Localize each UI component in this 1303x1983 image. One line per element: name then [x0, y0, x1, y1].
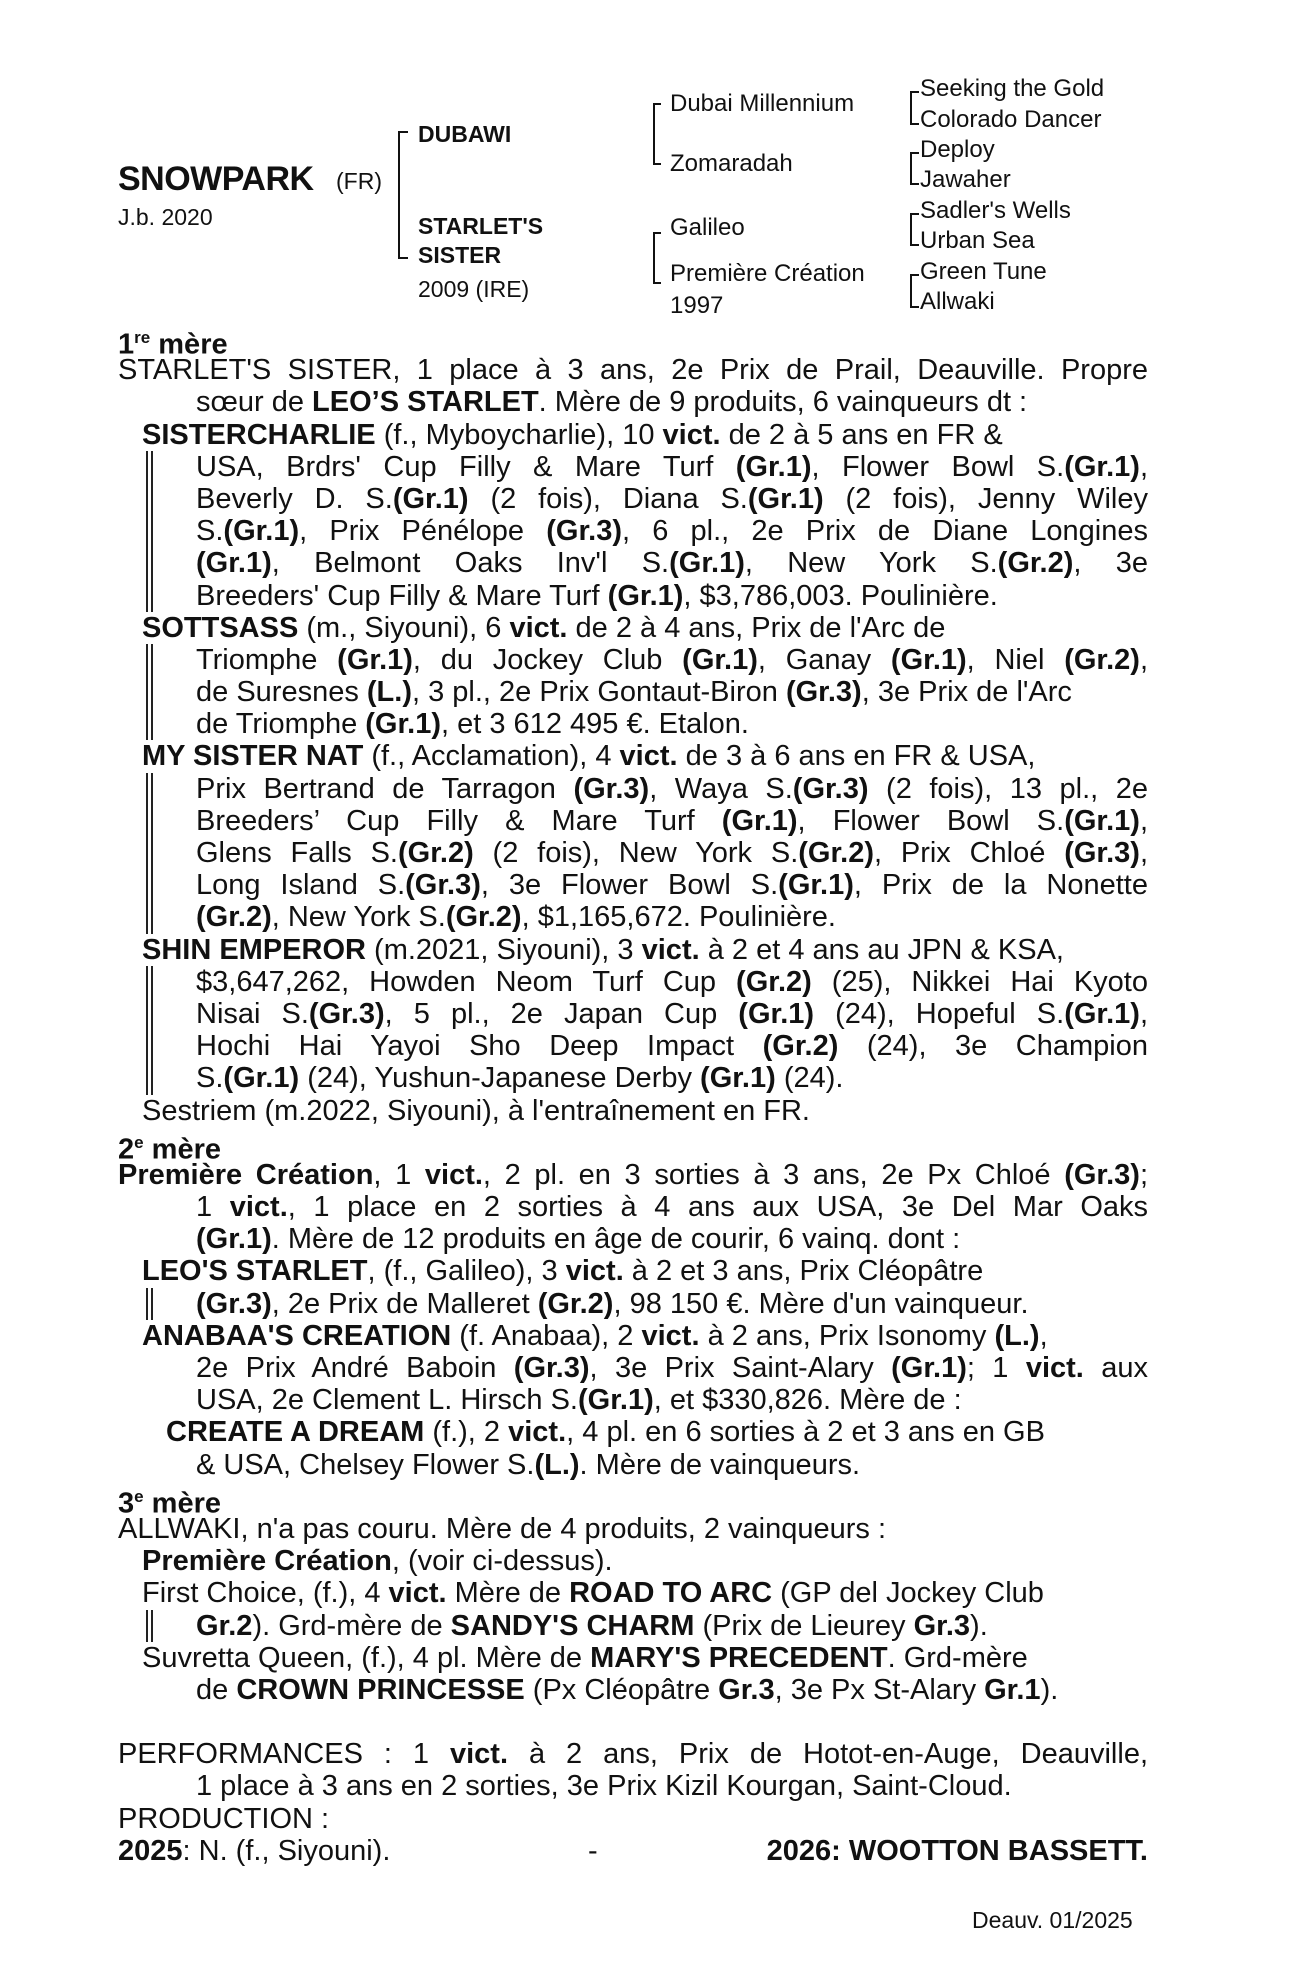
horse-name: SNOWPARK	[118, 160, 314, 198]
performances: PERFORMANCES : 1 vict. à 2 ans, Prix de Hotot-en-Auge, Deauville,	[118, 1738, 1148, 1771]
produce-sestriem: Sestriem (m.2022, Siyouni), à l'entraînement en FR.	[142, 1094, 810, 1127]
spacer	[118, 1706, 1148, 1738]
horse-birth: J.b. 2020	[118, 204, 213, 230]
sire-dam-bracket	[398, 131, 408, 259]
produce-suvretta-queen: Suvretta Queen, (f.), 4 pl. Mère de MARY'S PRECEDENT. Grd-mère	[142, 1641, 1028, 1674]
produce-anabaas-creation-3: USA, 2e Clement L. Hirsch S.(Gr.1), et $330,826. Mère de :	[196, 1384, 962, 1417]
gen3-ddd: Allwaki	[920, 288, 995, 315]
section-heading-1st-dam: 1re mère	[118, 328, 228, 361]
production-row	[118, 1835, 1148, 1867]
produce-shin-emperor-detail: $3,647,262, Howden Neom Turf Cup (Gr.2) (25), Nikkei Hai Kyoto Nisai S.(Gr.3), 5 pl., 2e Japan Cup (Gr.1) (24), Hopeful S.(Gr.1), Hochi Hai Yayoi Sho Deep Impact (Gr.2) (24), 3e Champion S.(Gr.1) (24), Yushun-Japanese Derby (Gr.1) (24).	[118, 966, 1148, 1095]
production-dash: -	[588, 1834, 598, 1867]
gen3-dsd: Urban Sea	[920, 227, 1035, 254]
production-heading: PRODUCTION :	[118, 1802, 330, 1835]
produce-anabaas-creation-2: 2e Prix André Baboin (Gr.3), 3e Prix Saint-Alary (Gr.1); 1 vict. aux	[196, 1352, 1148, 1384]
catalogue-body	[118, 322, 1148, 1867]
dam-name-line2: SISTER	[418, 242, 502, 268]
produce-my-sister-nat: MY SISTER NAT (f., Acclamation), 4 vict. de 3 à 6 ans en FR & USA,	[142, 740, 1036, 773]
catalogue-reference: Deauv. 01/2025	[972, 1907, 1133, 1933]
dam-summary: STARLET'S SISTER, 1 place à 3 ans, 2e Prix de Prail, Deauville. Propre	[118, 354, 1148, 387]
produce-create-a-dream: CREATE A DREAM (f.), 2 vict., 4 pl. en 6 sorties à 2 et 3 ans en GB	[166, 1416, 1045, 1449]
sire-dam: Zomaradah	[670, 150, 793, 177]
production-2026: 2026: WOOTTON BASSETT.	[766, 1834, 1148, 1867]
sire-sire: Dubai Millennium	[670, 90, 855, 117]
second-dam-summary-2: 1 vict., 1 place en 2 sorties à 4 ans aux USA, 3e Del Mar Oaks	[196, 1191, 1148, 1224]
gen3-bracket-3	[910, 213, 919, 246]
dam-dam: Première Création	[670, 260, 865, 287]
third-dam-summary: ALLWAKI, n'a pas couru. Mère de 4 produits, 2 vainqueurs :	[118, 1512, 887, 1545]
sire-name: DUBAWI	[418, 121, 512, 147]
dam-summary-cont: sœur de LEO’S STARLET. Mère de 9 produits, 6 vainqueurs dt :	[196, 386, 1028, 419]
gen3-dds: Green Tune	[920, 258, 1047, 285]
produce-sistercharlie: SISTERCHARLIE (f., Myboycharlie), 10 vict. de 2 à 5 ans en FR &	[142, 418, 1003, 451]
produce-shin-emperor: SHIN EMPEROR (m.2021, Siyouni), 3 vict. à 2 et 4 ans au JPN & KSA,	[142, 933, 1064, 966]
produce-anabaas-creation: ANABAA'S CREATION (f. Anabaa), 2 vict. à 2 ans, Prix Isonomy (L.),	[142, 1319, 1048, 1352]
gen3-sss: Seeking the Gold	[920, 75, 1105, 102]
produce-create-a-dream-2: & USA, Chelsey Flower S.(L.). Mère de vainqueurs.	[196, 1448, 861, 1481]
produce-my-sister-nat-detail: Prix Bertrand de Tarragon (Gr.3), Waya S.(Gr.3) (2 fois), 13 pl., 2e Breeders’ Cup Filly & Mare Turf (Gr.1), Flower Bowl S.(Gr.1), Glens Falls S.(Gr.2) (2 fois), New York S.(Gr.2), Prix Chloé (Gr.3), Long Island S.(Gr.3), 3e Flower Bowl S.(Gr.1), Prix de la Nonette (Gr.2), New York S.(Gr.2), $1,165,672. Poulinière.	[118, 773, 1148, 934]
produce-sistercharlie-detail: USA, Brdrs' Cup Filly & Mare Turf (Gr.1), Flower Bowl S.(Gr.1), Beverly D. S.(Gr.1) (2 fois), Diana S.(Gr.1) (2 fois), Jenny Wiley S.(Gr.1), Prix Pénélope (Gr.3), 6 pl., 2e Prix de Diane Longines (Gr.1), Belmont Oaks Inv'l S.(Gr.1), New York S.(Gr.2), 3e Breeders' Cup Filly & Mare Turf (Gr.1), $3,786,003. Poulinière.	[118, 451, 1148, 612]
section-heading-2nd-dam: 2e mère	[118, 1132, 221, 1166]
section-heading-3rd-dam: 3e mère	[118, 1486, 221, 1520]
second-dam-summary-3: (Gr.1). Mère de 12 produits en âge de courir, 6 vainq. dont :	[196, 1223, 961, 1256]
produce-suvretta-queen-2: de CROWN PRINCESSE (Px Cléopâtre Gr.3, 3e Px St-Alary Gr.1).	[196, 1673, 1059, 1706]
produce-leos-starlet: LEO'S STARLET, (f., Galileo), 3 vict. à 2 et 3 ans, Prix Cléopâtre	[142, 1255, 984, 1288]
gen3-ssd: Colorado Dancer	[920, 106, 1102, 133]
produce-premiere-creation: Première Création, (voir ci-dessus).	[142, 1545, 613, 1578]
produce-first-choice: First Choice, (f.), 4 vict. Mère de ROAD TO ARC (GP del Jockey Club	[142, 1577, 1044, 1610]
dam-dam-year: 1997	[670, 292, 724, 319]
produce-first-choice-detail: Gr.2). Grd-mère de SANDY'S CHARM (Prix de Lieurey Gr.3).	[118, 1610, 1148, 1642]
dam-sire: Galileo	[670, 214, 745, 241]
gen3-dss: Sadler's Wells	[920, 197, 1071, 224]
gen3-sdd: Jawaher	[920, 166, 1011, 193]
second-dam-summary: Première Création, 1 vict., 2 pl. en 3 sorties à 3 ans, 2e Px Chloé (Gr.3);	[118, 1158, 1148, 1191]
gen3-sds: Deploy	[920, 136, 995, 163]
gen3-bracket-4	[910, 274, 919, 308]
dam-year: 2009 (IRE)	[418, 276, 530, 302]
gen3-bracket-2	[910, 152, 919, 185]
produce-sottsass-detail: Triomphe (Gr.1), du Jockey Club (Gr.1), Ganay (Gr.1), Niel (Gr.2), de Suresnes (L.), 3 pl., 2e Prix Gontaut-Biron (Gr.3), 3e Prix de l'Arc de Triomphe (Gr.1), et 3 612 495 €. Etalon.	[118, 644, 1148, 741]
gen3-bracket-1	[910, 91, 919, 125]
production-2025: 2025: N. (f., Siyouni).	[118, 1834, 391, 1867]
dam-parents-bracket	[653, 232, 655, 284]
performances-2: 1 place à 3 ans en 2 sorties, 3e Prix Kizil Kourgan, Saint-Cloud.	[196, 1770, 1012, 1803]
sire-parents-bracket	[653, 103, 655, 165]
horse-country: (FR)	[336, 168, 382, 194]
produce-sottsass: SOTTSASS (m., Siyouni), 6 vict. de 2 à 4 ans, Prix de l'Arc de	[142, 611, 946, 644]
produce-leos-starlet-detail: (Gr.3), 2e Prix de Malleret (Gr.2), 98 150 €. Mère d'un vainqueur.	[118, 1288, 1148, 1320]
dam-name-line1: STARLET'S	[418, 213, 544, 239]
